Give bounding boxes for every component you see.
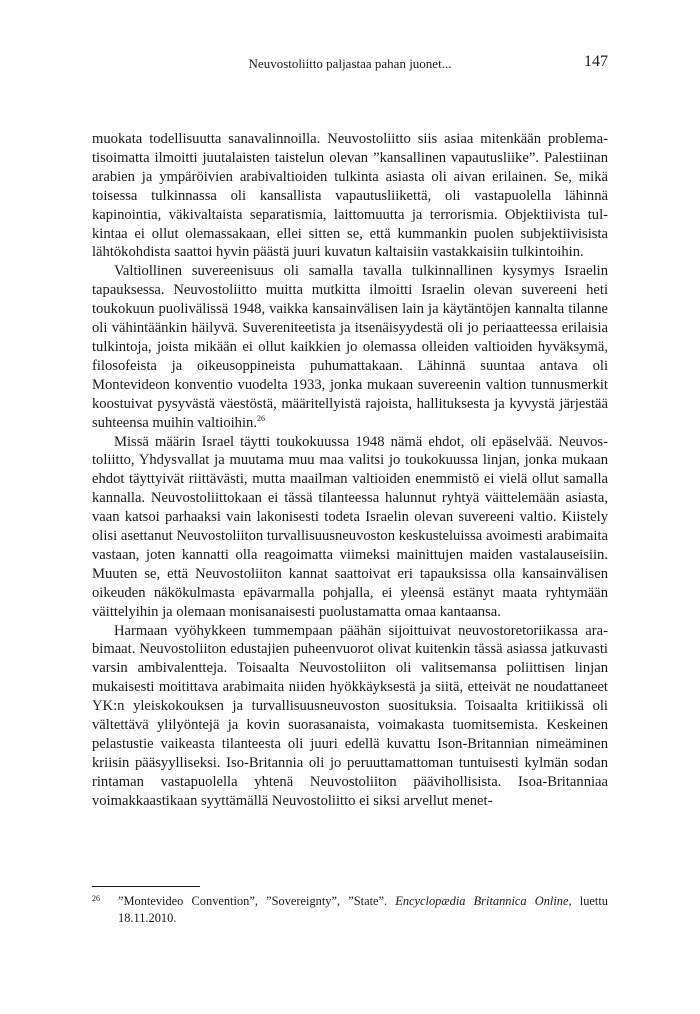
running-header — [92, 53, 608, 73]
footnote-access-date: , luettu 18.11.2010. — [118, 894, 608, 925]
footnote — [92, 893, 608, 926]
paragraph — [92, 130, 608, 262]
paragraph — [92, 433, 608, 622]
paragraph — [92, 622, 608, 811]
page-number: 147 — [584, 53, 608, 70]
footnote-divider — [92, 886, 200, 887]
paragraph — [92, 262, 608, 432]
footnote-reference[interactable]: 26 — [256, 413, 265, 423]
body-text — [92, 130, 608, 811]
footnote-text — [118, 893, 608, 926]
footnote-source-title: Encyclopædia Britannica Online — [395, 894, 569, 908]
footnote-citation: ”Montevideo Convention”, ”Sovereignty”, ”State”. — [118, 894, 396, 908]
footnote-number: 26 — [92, 894, 100, 903]
paragraph-text: Harmaan vyöhykkeen tummempaan päähän sijoittuivat neuvostoretoriikassa arabimaat. Neuvostoliiton edustajien puheenvuorot olivat kuitenkin tässä asiassa jatkuvasti varsin ambivalentteja. Toisaalta Neuvostoliiton oli valitsemansa poliittisen linjan mukaisesti moitittava arabimaita niiden hyökkäyksestä ja siitä, etteivät ne noudattaneet YK:n yleiskokouksen ja turvallisuusneuvoston suosituksia. Toisaalta kritiikissä oli vältettävä ylilyöntejä ja kovin suorasanaista, voimakasta tuomitsemista. Keskeinen pelastustie vaikeasta tilanteesta oli juuri edellä kuvattu Ison-Britannian nimeäminen kriisin pääsyylliseksi. Iso-Britannia oli jo peruuttamattoman tuntuisesti kylmän sodan rintaman vastapuolella yhtenä Neuvostoliiton päävihollisista. Isoa-Britanniaa voimakkaastikaan syyttämällä Neuvostoliitto ei siksi arvellut menet- — [92, 622, 608, 809]
paragraph-text: Valtiollinen suvereenisuus oli samalla tavalla tulkinnallinen kysymys Israelin tapauksessa. Neuvostoliitto muitta mutkitta ilmoitti Israelin olevan suvereeni heti toukokuun puolivälissä 1948, vaikka kansainvälisen lain ja käytäntöjen kannalta tilanne oli vähintäänkin häilyvä. Suvereniteetista ja itsenäisyydestä oli jo periaatteessa erilaisia tulkintoja, joista mikään ei ollut kaikkien jo olemassa olleiden valtioiden hyväksymä, filosofeista ja oikeusoppineista puhumattakaan. Lähinnä suuntaa antava oli Montevideon konventio vuodelta 1933, jonka mukaan suvereenin valtion tunnusmerkit koostuivat pysyvästä väestöstä, määritellyistä rajoista, hallituksesta ja kyvystä järjestää suhteensa muihin valtioihin. — [92, 263, 608, 431]
running-title: Neuvostoliitto paljastaa pahan juonet... — [248, 56, 452, 71]
paragraph-text: muokata todellisuutta sanavalinnoilla. Neuvostoliitto siis asiaa mitenkään problematisoimatta ilmoitti juutalaisten taistelun olevan ”kansallinen vapautusliike”. Palestiinan arabien ja ympäröivien arabivaltioiden tulkinta asiasta oli aivan erilainen. Se, mikä toisessa tulkinnassa oli kansallista vapautusliikettä, oli vastapuolella lähinnä kapinointia, väkivaltaista separatismia, laittomuutta ja terrorismia. Objektiivista tulkintaa ei ollut olemassakaan, ellei sitten se, että kummankin puolen subjektiivisista lähtökohdista saattoi hyvin päästä juuri kuvatun kaltaisiin vastakkaisiin tulkintoihin. — [92, 131, 608, 261]
paragraph-text: Missä määrin Israel täytti toukokuussa 1948 nämä ehdot, oli epäselvää. Neuvostoliitto, Yhdysvallat ja muutama muu maa valitsi jo toukokuussa linjan, jonka mukaan ehdot täyttyivät riittävästi, mutta maailman valtioiden enemmistö ei vielä ollut samalla kannalla. Neuvostoliittokaan ei tässä tilanteessa halunnut ryhtyä väittelemään asiasta, vaan katsoi parhaaksi vain lakonisesti todeta Israelin olevan suvereeni valtio. Kiistely olisi asettanut Neuvostoliiton turvallisuusneuvoston keskusteluissa avoimesti arabimaita vastaan, joten kannatti olla reagoimatta viimeksi mainittujen maiden vastalauseisiin. Muuten se, että Neuvostoliiton kannat saattoivat eri tapauksissa olla kansainvälisen oikeuden näkökulmasta epävarmalla pohjalla, ei yleensä estänyt maata ryhtymään väittelyihin ja olemaan monisanaisesti puolustamatta omaa kantaansa. — [92, 433, 608, 620]
